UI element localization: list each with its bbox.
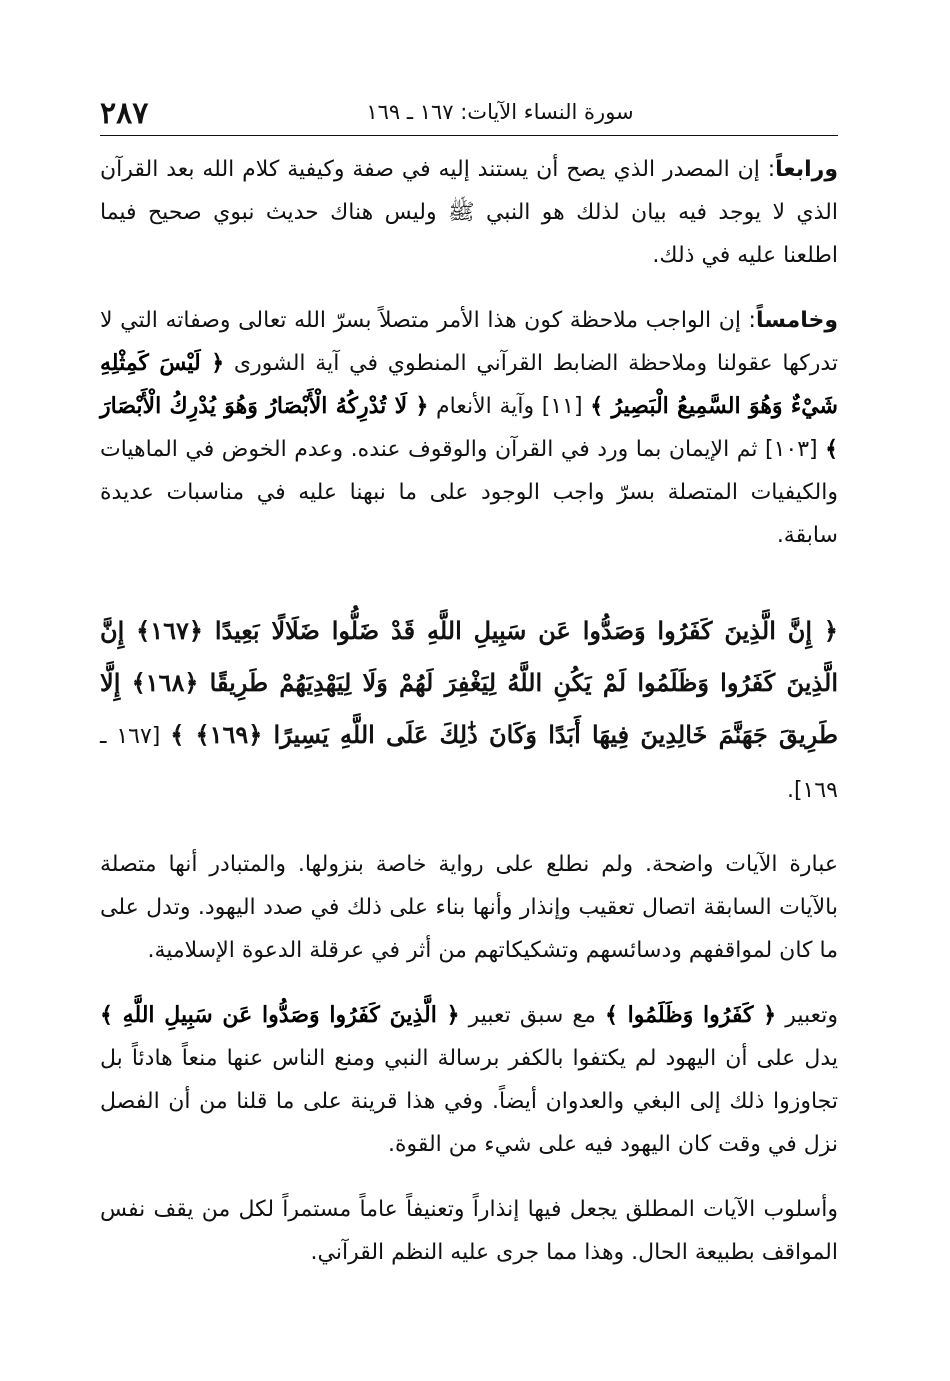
paragraph-text: مع سبق تعبير bbox=[459, 1003, 605, 1028]
paragraph-style bbox=[100, 1188, 838, 1274]
paragraph-lead: وخامساً bbox=[755, 308, 838, 333]
paragraph-expression bbox=[100, 994, 838, 1166]
paragraph-text: [١١] وآية الأنعام bbox=[428, 394, 591, 419]
paragraph-commentary bbox=[100, 843, 838, 972]
quran-quote: ﴿ لَيْسَ كَمِثْلِهِ شَيْءٌ وَهُوَ السَّمِيعُ الْبَصِيرُ ﴾ bbox=[100, 350, 838, 419]
paragraph-text: عبارة الآيات واضحة. ولم نطلع على رواية خاصة بنزولها. والمتبادر أنها متصلة بالآيات السابقة اتصال تعقيب وإنذار وأنها بناء على ذلك في صدد اليهود. وتدل على ما كان لمواقفهم ودسائسهم وتشكيكاتهم من أثر في عرقلة الدعوة الإسلامية. bbox=[100, 852, 838, 963]
page-body bbox=[100, 148, 838, 1296]
header-rule bbox=[100, 135, 838, 136]
running-title: سورة النساء الآيات: ١٦٧ ـ ١٦٩ bbox=[366, 100, 634, 124]
paragraph-text: : إن الواجب ملاحظة كون هذا الأمر متصلاً بسرّ الله تعالى وصفاته التي لا تدركها عقولنا وملاحظة الضابط القرآني المنطوي في آية الشورى bbox=[100, 308, 838, 376]
quran-quote: ﴿ لَا تُدْرِكُهُ الْأَبْصَارُ وَهُوَ يُدْرِكُ الْأَبْصَارَ ﴾ bbox=[100, 393, 839, 462]
paragraph-text: وأسلوب الآيات المطلق يجعل فيها إنذاراً وتعنيفاً عاماً مستمراً لكل من يقف نفس المواقف بطبيعة الحال. وهذا مما جرى عليه النظم القرآني. bbox=[100, 1197, 838, 1265]
paragraph-fifthly bbox=[100, 299, 838, 557]
quran-quote: ﴿ كَفَرُوا وَظَلَمُوا ﴾ bbox=[604, 1002, 777, 1028]
quran-quote: ﴿ الَّذِينَ كَفَرُوا وَصَدُّوا عَن سَبِيلِ اللَّهِ ﴾ bbox=[100, 1002, 460, 1028]
paragraph-text: : إن المصدر الذي يصح أن يستند إليه في صفة وكيفية كلام الله بعد القرآن الذي لا يوجد فيه بيان لذلك هو النبي ﷺ وليس هناك حديث نبوي صحيح فيما اطلعنا عليه في ذلك. bbox=[100, 157, 838, 268]
paragraph-text: وتعبير bbox=[776, 1003, 838, 1028]
paragraph-text: يدل على أن اليهود لم يكتفوا بالكفر برسالة النبي ومنع الناس عنها منعاً هادئاً بل تجاوزوا ذلك إلى البغي والعدوان أيضاً. وفي هذا قرينة على ما قلنا من أن الفصل نزل في وقت كان اليهود فيه على شيء من القوة. bbox=[100, 1046, 838, 1157]
page-number: ٢٨٧ bbox=[100, 96, 149, 131]
paragraph-fourthly bbox=[100, 148, 838, 277]
page-header bbox=[100, 90, 838, 132]
verse-reference: [١٦٧ ـ ١٦٩]. bbox=[100, 724, 838, 803]
quran-verses: ﴿ إِنَّ الَّذِينَ كَفَرُوا وَصَدُّوا عَن سَبِيلِ اللَّهِ قَدْ ضَلُّوا ضَلَالًا بَعِيدًا ﴿١٦٧﴾ إِنَّ الَّذِينَ كَفَرُوا وَظَلَمُوا لَمْ يَكُنِ اللَّهُ لِيَغْفِرَ لَهُمْ وَلَا لِيَهْدِيَهُمْ طَرِيقًا ﴿١٦٨﴾ إِلَّا طَرِيقَ جَهَنَّمَ خَالِدِينَ فِيهَا أَبَدًا وَكَانَ ذَٰلِكَ عَلَى اللَّهِ يَسِيرًا ﴿١٦٩﴾ ﴾ bbox=[100, 616, 838, 749]
paragraph-text: [١٠٣] ثم الإيمان بما ورد في القرآن والوقوف عنده. وعدم الخوض في الماهيات والكيفيات المتصلة بسرّ واجب الوجود على ما نبهنا عليه في مناسبات عديدة سابقة. bbox=[100, 437, 838, 548]
quran-verses-block bbox=[100, 605, 838, 817]
paragraph-lead: ورابعاً bbox=[775, 157, 838, 182]
